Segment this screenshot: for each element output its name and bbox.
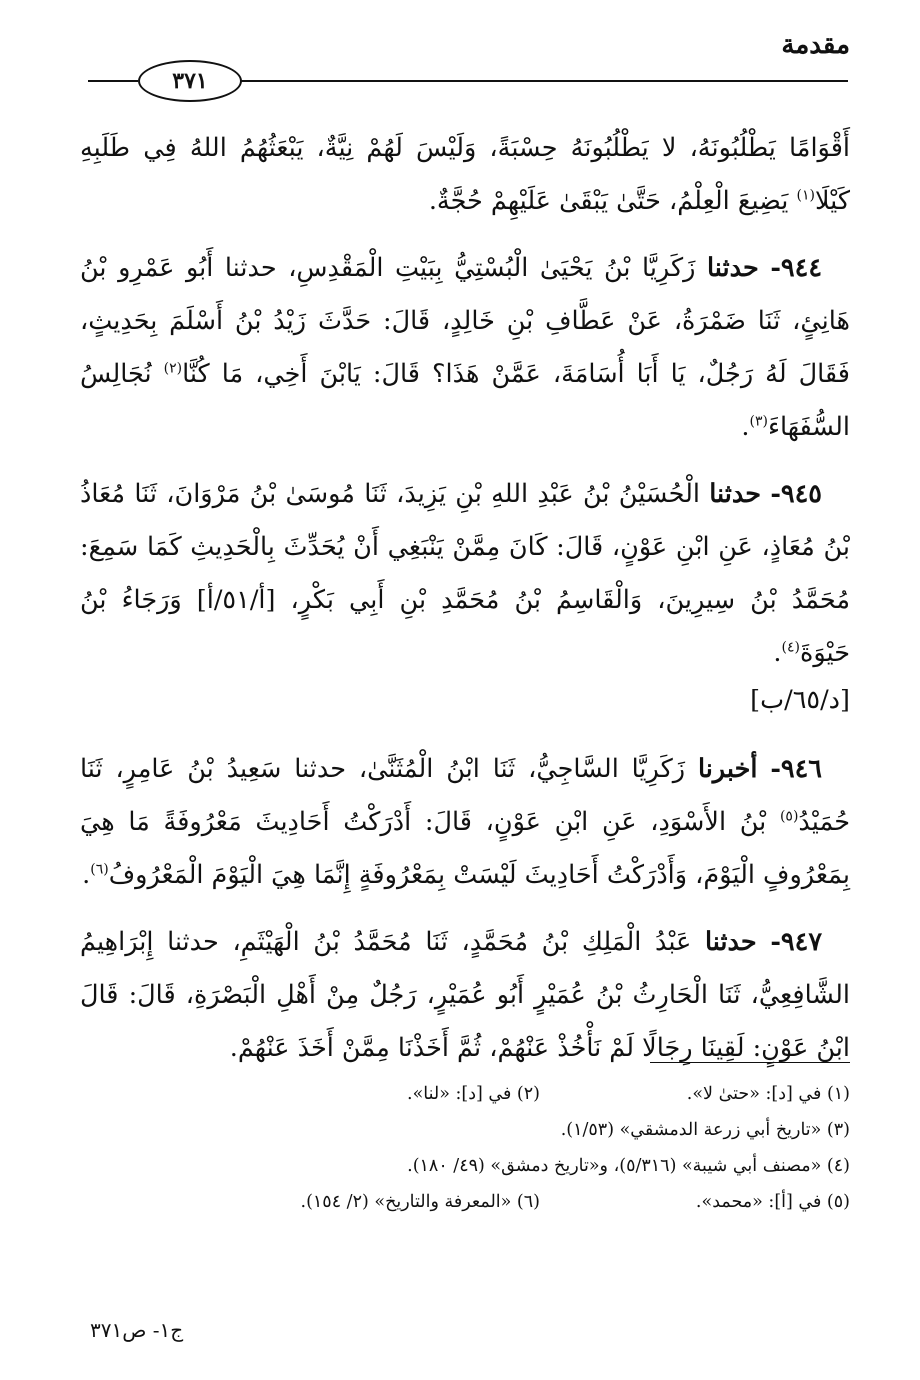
hadith-text: زَكَرِيَّا بْنُ يَحْيَىٰ الْبُسْتِيُّ بِبَيْتِ الْمَقْدِسِ، حدثنا أَبُو عَمْرِو بْنُ هَانِئٍ، ثَنَا ضَمْرَةُ، عَنْ عَطَّافِ بْنِ خَالِدٍ، قَالَ: حَدَّثَ زَيْدُ بْنُ أَسْلَمَ بِحَدِيثٍ، فَقَالَ لَهُ رَجُلٌ، يَا أَبَا أُسَامَةَ، عَمَّنْ هَذَا؟ قَالَ: يَابْنَ أَخِي، مَا كُنَّا: [80, 253, 850, 389]
footnote-2: (٢) في [د]: «لنا».: [407, 1084, 540, 1104]
main-text: [80, 122, 850, 1089]
section-title: مقدمة: [781, 30, 850, 60]
hadith-number: ٩٤٥-: [770, 479, 822, 509]
footnote-row: [150, 1148, 850, 1184]
narration-lead: حدثنا: [704, 927, 757, 957]
volume-page-reference: ج١- ص٣٧١: [90, 1318, 184, 1342]
hadith-text: نُجَالِسُ السُّفَهَاءَ: [80, 359, 850, 442]
footnote-4: (٤) «مصنف أبي شيبة» (٥/٣١٦)، و«تاريخ دمشق» (٤٩/ ١٨٠).: [407, 1156, 850, 1176]
narration-lead: أخبرنا: [697, 754, 758, 784]
footnote-row: [150, 1112, 850, 1148]
hadith-text: بْنُ الأَسْوَدِ، عَنِ ابْنِ عَوْنٍ، قَالَ: أَدْرَكْتُ أَحَادِيثَ مَعْرُوفَةً مَا هِيَ بِمَعْرُوفٍ الْيَوْمَ، وَأَدْرَكْتُ أَحَادِيثَ لَيْسَتْ بِمَعْرُوفَةٍ إِنَّمَا هِيَ الْيَوْمَ الْمَعْرُوفُ: [80, 807, 850, 890]
footnote-separator: [650, 1062, 850, 1063]
footnote-marker: (٢): [163, 360, 183, 377]
hadith-text: .: [82, 860, 91, 890]
footnote-row: [150, 1184, 850, 1220]
manuscript-reference: [د/٦٥/ب]: [750, 685, 850, 715]
hadith-text: .: [741, 412, 750, 442]
paragraph-text: يَضِيعَ الْعِلْمُ، حَتَّىٰ يَبْقَىٰ عَلَيْهِمْ حُجَّةٌ.: [428, 186, 797, 216]
footnote-3: (٣) «تاريخ أبي زرعة الدمشقي» (١/٥٣).: [560, 1120, 850, 1140]
header-rule: [88, 80, 138, 82]
hadith-text: زَكَرِيَّا السَّاجِيُّ، ثَنَا ابْنُ الْمُثَنَّىٰ، حدثنا سَعِيدُ بْنُ عَامِرٍ، ثَنَا حُمَيْدُ: [80, 754, 850, 837]
footnote-5: (٥) في [أ]: «محمد».: [695, 1192, 850, 1212]
hadith-text: عَبْدُ الْمَلِكِ بْنُ مُحَمَّدٍ، ثَنَا مُحَمَّدُ بْنُ الْهَيْثَمِ، حدثنا إِبْرَاهِيمُ الشَّافِعِيُّ، ثَنَا الْحَارِثُ بْنُ عُمَيْرٍ أَبُو عُمَيْرٍ، رَجُلٌ مِنْ أَهْلِ الْبَصْرَةِ، قَالَ: قَالَ ابْنُ عَوْنٍ: لَقِينَا رِجَالًا لَمْ نَأْخُذْ عَنْهُمْ، ثُمَّ أَخَذْنَا مِمَّنْ أَخَذَ عَنْهُمْ.: [80, 927, 850, 1063]
footnote-1: (١) في [د]: «حتىٰ لا».: [686, 1084, 850, 1104]
page-number-badge: [138, 60, 242, 102]
footnote-marker: (٥): [779, 808, 799, 825]
header-rule: [240, 80, 848, 82]
footnote-marker: (٦): [90, 861, 109, 878]
footnote-marker: (١): [796, 187, 815, 204]
narration-lead: حدثنا: [709, 479, 761, 509]
hadith-945: [80, 468, 850, 680]
hadith-947: [80, 916, 850, 1075]
footnote-6: (٦) «المعرفة والتاريخ» (٢/ ١٥٤).: [300, 1192, 540, 1212]
hadith-946: [80, 743, 850, 902]
hadith-number: ٩٤٧-: [770, 927, 823, 957]
page-number: ٣٧١: [172, 68, 208, 94]
footnote-marker: (٤): [781, 639, 800, 656]
footnote-marker: (٣): [749, 413, 768, 430]
hadith-text: الْحُسَيْنُ بْنُ عَبْدِ اللهِ بْنِ يَزِيدَ، ثَنَا مُوسَىٰ بْنُ مَرْوَانَ، ثَنَا مُعَاذُ بْنُ مُعَاذٍ، عَنِ ابْنِ عَوْنٍ، قَالَ: كَانَ مِمَّنْ يَنْبَغِي أَنْ يُحَدِّثَ بِالْحَدِيثِ كَمَا سَمِعَ: مُحَمَّدُ بْنُ سِيرِينَ، وَالْقَاسِمُ بْنُ مُحَمَّدِ بْنِ أَبِي بَكْرٍ، [أ/٥١/أ] وَرَجَاءُ بْنُ حَيْوَةَ: [80, 479, 850, 668]
hadith-number: ٩٤٦-: [770, 754, 822, 784]
hadith-number: ٩٤٤-: [770, 253, 823, 283]
hadith-944: [80, 242, 850, 454]
paragraph-continuation: [80, 122, 850, 228]
hadith-text: .: [773, 638, 782, 668]
narration-lead: حدثنا: [707, 253, 759, 283]
footnotes: [150, 1076, 850, 1220]
paragraph-text: أَقْوَامًا يَطْلُبُونَهُ، لا يَطْلُبُونَهُ حِسْبَةً، وَلَيْسَ لَهُمْ نِيَّةٌ، يَبْعَثُهُمُ اللهُ فِي طَلَبِهِ كَيْلَا: [80, 133, 850, 216]
footnote-row: [150, 1076, 850, 1112]
